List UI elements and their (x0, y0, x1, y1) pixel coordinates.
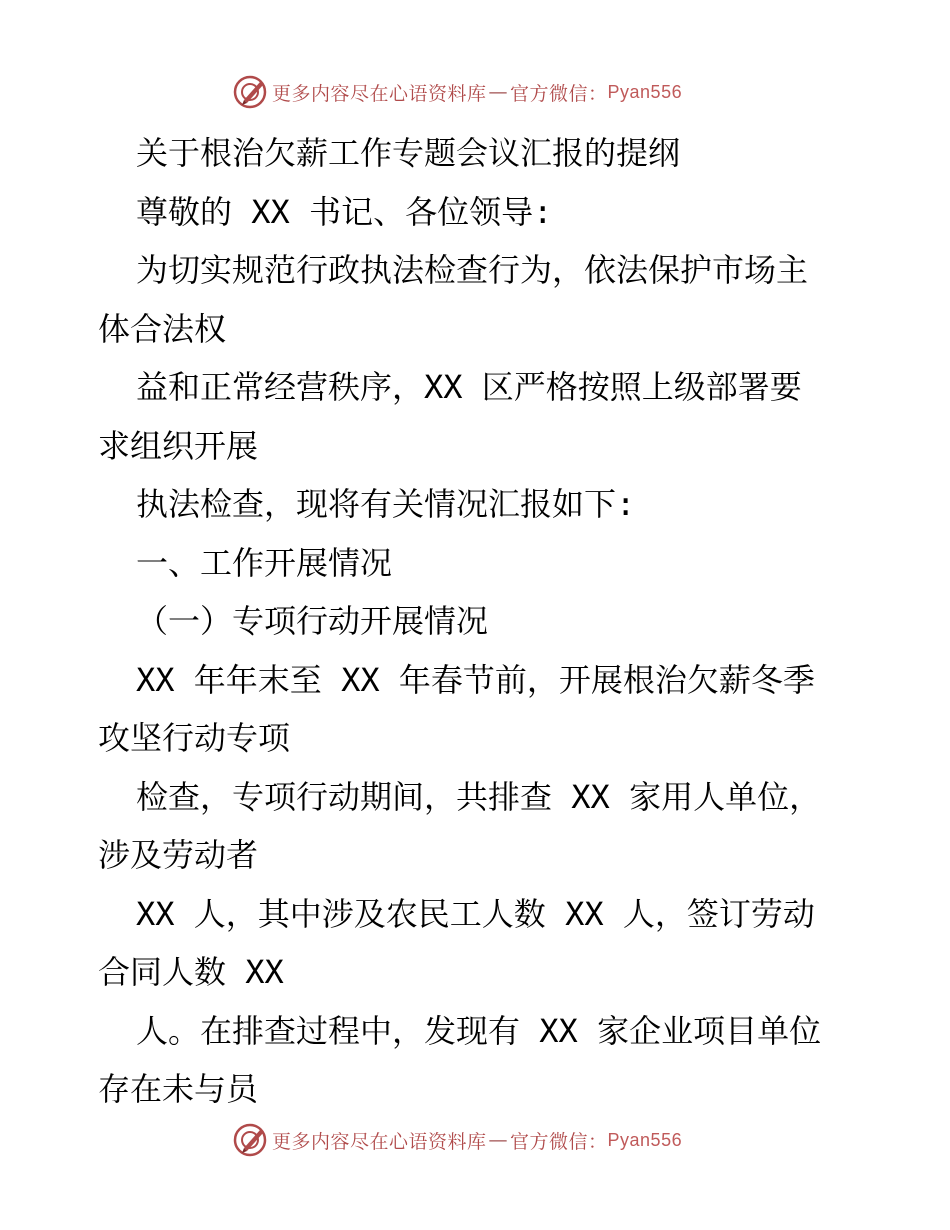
pen-logo-icon (232, 1122, 268, 1158)
paragraph-line: 检查，专项行动期间，共排查 XX 家用人单位， (136, 777, 822, 816)
paragraph-line: XX 人，其中涉及农民工人数 XX 人，签订劳动 (136, 894, 815, 933)
watermark-separator: — (488, 81, 509, 103)
paragraph-line: 体合法权 (98, 309, 227, 348)
subsection-heading: （一）专项行动开展情况 (136, 602, 489, 640)
salutation: 尊敬的 XX 书记、各位领导: (136, 192, 553, 231)
watermark-wechat-label: 官方微信： (510, 82, 608, 105)
section-heading: 一、工作开展情况 (136, 543, 393, 582)
header-watermark (232, 72, 682, 112)
paragraph-line: 执法检查，现将有关情况汇报如下: (136, 485, 636, 523)
paragraph-line: 为切实规范行政执法检查行为，依法保护市场主 (136, 251, 809, 289)
watermark-wechat-id: Pyan556 (607, 81, 683, 102)
watermark-wechat-id: Pyan556 (607, 1129, 683, 1150)
paragraph-line: 求组织开展 (98, 426, 259, 465)
document-body (98, 124, 858, 1119)
watermark-wechat-label: 官方微信： (510, 1130, 608, 1153)
watermark-separator: — (488, 1129, 509, 1151)
footer-watermark (232, 1120, 682, 1160)
paragraph-line: 人。在排查过程中，发现有 XX 家企业项目单位 (136, 1011, 822, 1050)
document-title: 关于根治欠薪工作专题会议汇报的提纲 (136, 134, 681, 172)
paragraph-line: 涉及劳动者 (98, 836, 259, 874)
paragraph-line: 攻坚行动专项 (98, 719, 291, 757)
watermark-text: 更多内容尽在心语资料库 (272, 1130, 487, 1153)
pen-logo-icon (232, 74, 268, 110)
paragraph-line: XX 年年末至 XX 年春节前，开展根治欠薪冬季 (136, 660, 815, 699)
paragraph-line: 存在未与员 (98, 1070, 259, 1108)
paragraph-line: 益和正常经营秩序，XX 区严格按照上级部署要 (136, 368, 802, 406)
paragraph-line: 合同人数 XX (98, 953, 284, 991)
watermark-text: 更多内容尽在心语资料库 (272, 82, 487, 105)
